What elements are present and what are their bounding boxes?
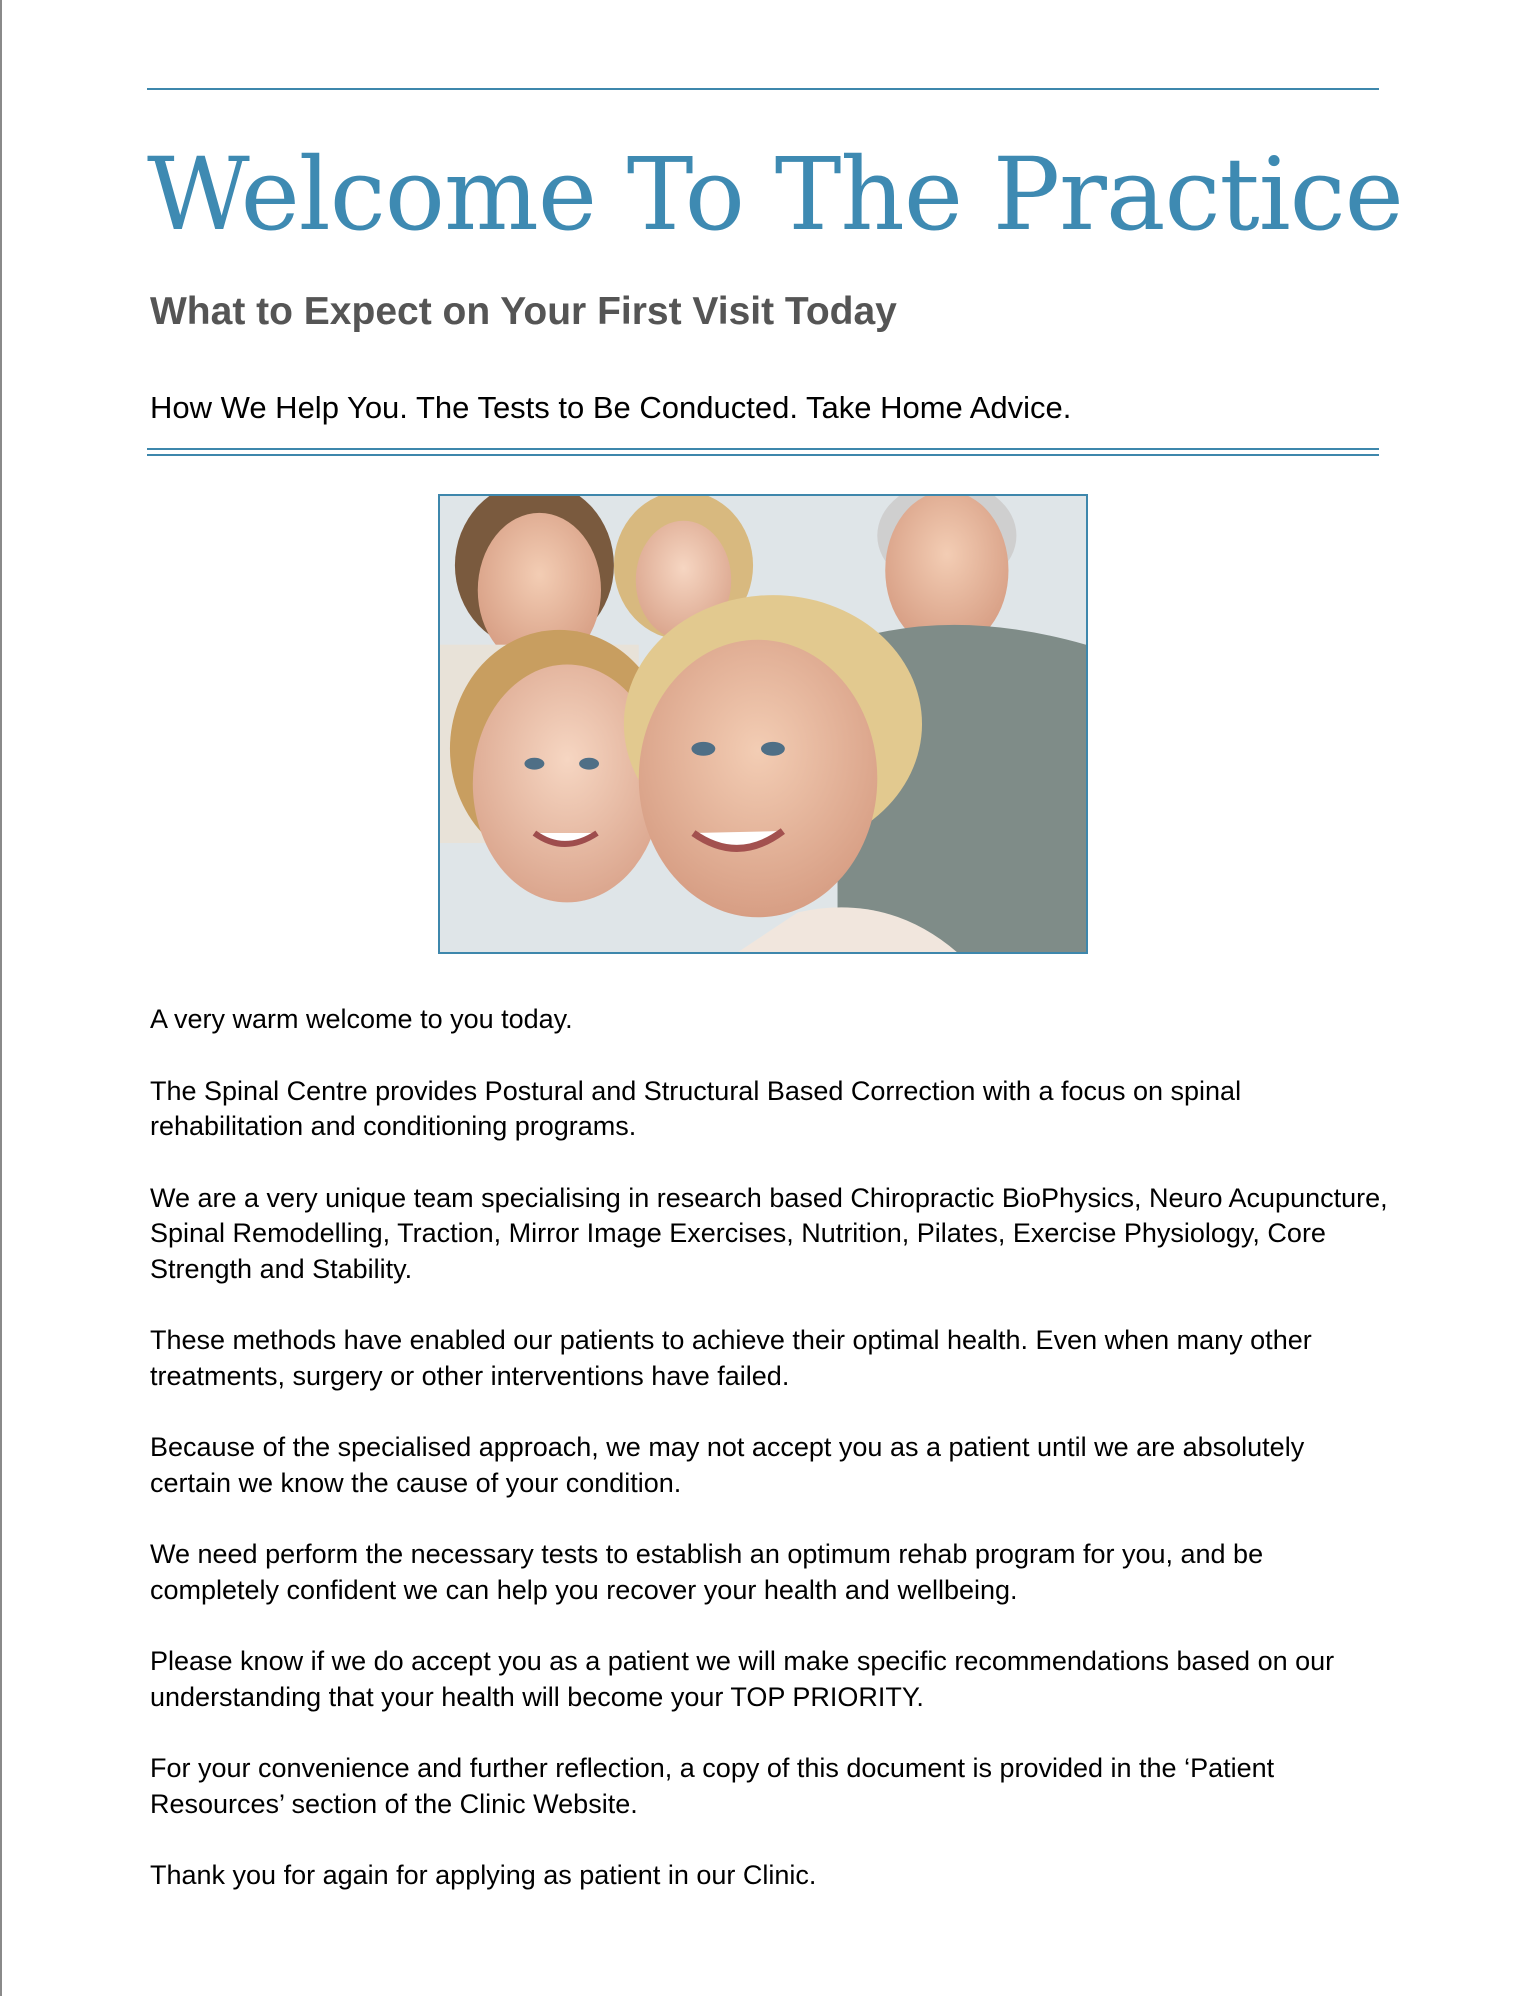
paragraph-results: These methods have enabled our patients to achieve their optimal health. Even when many other treatments, surgery or other interventions have failed. [150, 1325, 1312, 1391]
welcome-letter [150, 1002, 1390, 1930]
double-divider-lower [147, 454, 1379, 456]
paragraph-tests: We need perform the necessary tests to establish an optimum rehab program for you, and be completely confident we can help you recover your health and wellbeing. [150, 1539, 1264, 1605]
double-divider-upper [147, 448, 1379, 450]
family-photo-illustration [440, 496, 1086, 952]
page-subtitle: What to Expect on Your First Visit Today [150, 290, 897, 333]
paragraph-thanks: Thank you for again for applying as patient in our Clinic. [150, 1860, 817, 1890]
paragraph-resources: For your convenience and further reflection, a copy of this document is provided in the ‘Patient Resources’ section of the Clinic Website. [150, 1753, 1275, 1819]
paragraph-team: We are a very unique team specialising in research based Chiropractic BioPhysics, Neuro Acupuncture, Spinal Remodelling, Traction, Mirror Image Exercises, Nutrition, Pilates, Exercise Physiology, Core Strength and Stability. [150, 1182, 1388, 1284]
paragraph-acceptance: Because of the specialised approach, we may not accept you as a patient until we are absolutely certain we know the cause of your condition. [150, 1432, 1305, 1498]
page-edge [0, 0, 2, 1996]
paragraph-greeting: A very warm welcome to you today. [150, 1004, 573, 1034]
tagline: How We Help You. The Tests to Be Conducted. Take Home Advice. [150, 390, 1072, 425]
paragraph-recommendations: Please know if we do accept you as a patient we will make specific recommendations based on our understanding that your health will become your TOP PRIORITY. [150, 1646, 1335, 1712]
paragraph-services: The Spinal Centre provides Postural and Structural Based Correction with a focus on spinal rehabilitation and conditioning programs. [150, 1075, 1242, 1141]
top-divider [147, 88, 1379, 90]
family-photo [438, 494, 1088, 954]
page-title: Welcome To The Practice [147, 136, 1403, 253]
